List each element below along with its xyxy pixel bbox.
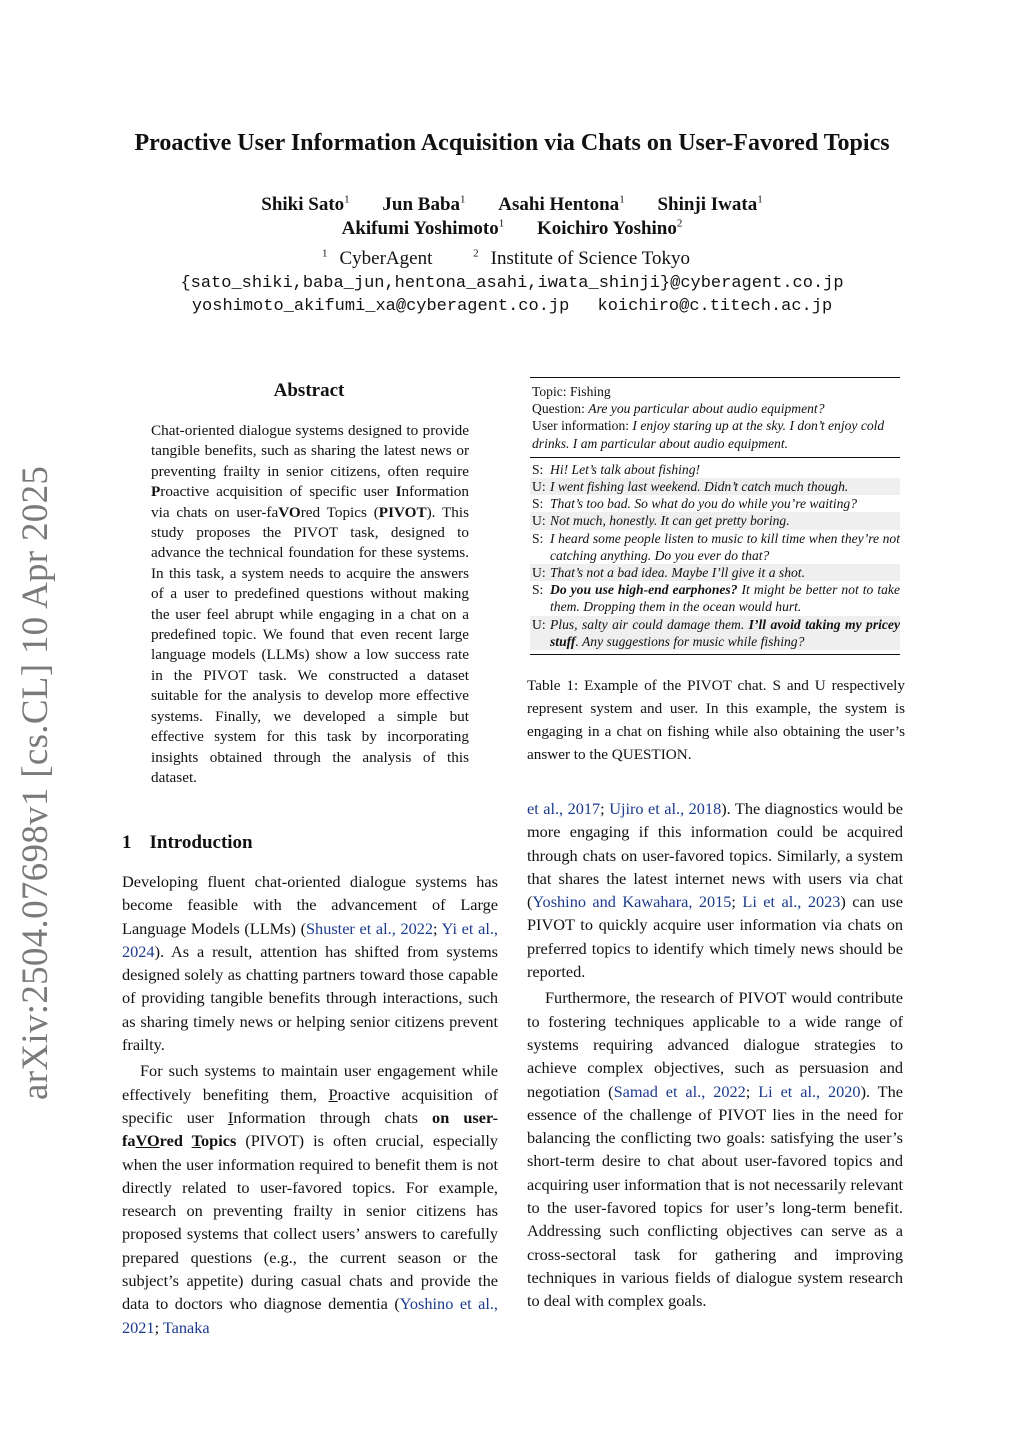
author-name-text: Asahi Hentona <box>498 194 620 216</box>
body-text: ; <box>731 892 743 912</box>
section-title: Introduction <box>149 832 253 853</box>
author-mark: 1 <box>619 194 625 206</box>
arxiv-side-stamp: arXiv:2504.07698v1 [cs.CL] 10 Apr 2025 <box>15 465 56 1100</box>
body-text: ; <box>433 918 442 938</box>
author-name <box>537 218 682 239</box>
body-text: ). As a result, attention has shifted from systems designed solely as chatting partners toward those capable of providing tangible benefits through interactions, such as sharing timely news or helping senior citizens prevent frailty. <box>122 941 498 1055</box>
table-topic <box>530 383 900 400</box>
body-text: Developing fluent chat-oriented dialogue systems has become feasible with the advancement of Large Language Models (LLMs) ( <box>122 872 498 938</box>
speaker-label: U: <box>532 513 546 529</box>
emphasis: red <box>159 1131 192 1151</box>
section-heading-introduction <box>122 832 253 854</box>
body-text: ). The diagnostics would be more engaging if this information could be acquired through chats on user-favored topics. Similarly, a system that shares the latest internet news with users via chat ( <box>527 799 903 912</box>
abstract-body <box>151 421 469 788</box>
citation-link[interactable]: Samad et al., 2022 <box>613 1081 746 1101</box>
affiliation <box>473 248 702 269</box>
dialogue-turn <box>530 530 900 564</box>
email-line-1: {sato_shiki,baba_jun,hentona_asahi,iwata_shinji}@cyberagent.co.jp <box>180 274 844 293</box>
author-name <box>342 218 505 239</box>
utterance: That’s too bad. So what do you do while you’re waiting? <box>550 496 857 512</box>
body-text: (PIVOT) is often crucial, especially when the user information required to benefit them is not directly related to user-favored topics. For example, research on preventing frailty in senior citizens has proposed systems that collect users’ answers to carefully prepared questions (e.g., the current season or the subject’s appetite) during casual chats and provide the data to doctors who diagnose dementia ( <box>122 1131 498 1314</box>
table-caption: Table 1: Example of the PIVOT chat. S and U respectively represent system and user. In this example, the system is engaging in a chat on fishing while also obtaining the user’s answer to the QUESTION. <box>527 677 905 763</box>
utterance: It might be better not to take them. Dropping them in the ocean would hurt. <box>550 582 900 615</box>
author-mark: 1 <box>344 194 350 206</box>
emphasis: on user-fa <box>122 1107 498 1151</box>
citation-link[interactable]: Yoshino and Kawahara, 2015 <box>532 892 732 912</box>
email-address: yoshimoto_akifumi_xa@cyberagent.co.jp <box>191 297 570 316</box>
table-rule <box>530 654 900 655</box>
email-address: koichiro@c.titech.ac.jp <box>597 297 833 316</box>
paragraph <box>527 797 903 983</box>
acronym-letter: T <box>191 1131 201 1151</box>
paragraph <box>122 870 498 1056</box>
author-mark: 1 <box>498 218 505 230</box>
body-text: For such systems to maintain user engagement while effectively benefiting them, <box>122 1061 498 1104</box>
abstract-heading: Abstract <box>273 380 345 401</box>
author-name-text: Jun Baba <box>382 194 461 216</box>
affiliation-mark: 2 <box>473 248 479 260</box>
table-user-information <box>530 417 900 451</box>
acronym-letter: P <box>151 483 161 501</box>
table-value: I enjoy staring up at the sky. I don’t enjoy cold drinks. I am particular about audio equipment. <box>532 418 885 451</box>
affiliation <box>322 248 444 269</box>
acronym-letter: VO <box>278 503 301 521</box>
dialogue-turn <box>530 461 900 478</box>
affiliation-name: CyberAgent <box>339 248 433 270</box>
abstract-text: ). This study proposes the PIVOT task, designed to advance the technical foundation for these systems. In this task, a system needs to acquire the answers of a user to predefined questions without making the user feel abrupt while engaging in a chat on a predefined topic. We found that even recent large language models (LLMs) show a low success rate in the PIVOT task. We constructed a dataset suitable for the analysis to develop more effective systems. Finally, we developed a simple but effective system for this task by incorporating insights obtained through the analysis of this dataset. <box>151 503 469 786</box>
citation-link[interactable]: Yi et al., 2024 <box>122 918 498 961</box>
speaker-label: U: <box>532 616 546 632</box>
paragraph <box>527 986 903 1312</box>
speaker-label: S: <box>532 530 544 546</box>
authors-line-2 <box>0 218 1024 240</box>
table-label: User information: <box>532 418 633 434</box>
acronym-letter: VO <box>135 1131 160 1151</box>
citation-link[interactable]: Shuster et al., 2022 <box>306 918 434 938</box>
acronym-letter: I <box>395 483 402 501</box>
utterance: Not much, honestly. It can get pretty boring. <box>550 513 790 529</box>
author-mark: 2 <box>676 218 683 230</box>
utterance: I went fishing last weekend. Didn’t catch much though. <box>550 479 849 495</box>
dialogue-turn <box>530 478 900 495</box>
paragraph <box>122 1059 498 1339</box>
speaker-label: U: <box>532 565 546 581</box>
abstract-text: Chat-oriented dialogue systems designed to provide tangible benefits, such as sharing the latest news or preventing frailty in senior citizens, often require <box>151 422 469 480</box>
table-question <box>530 400 900 417</box>
author-mark: 1 <box>460 194 466 206</box>
affiliation-mark: 1 <box>322 248 328 260</box>
table-value: Fishing <box>569 384 611 399</box>
dialogue-turn <box>530 512 900 529</box>
body-text: ; <box>600 799 610 818</box>
email-line-2 <box>0 297 1024 316</box>
dialogue-turn <box>530 581 900 615</box>
abstract-text: red Topics ( <box>300 503 379 521</box>
utterance: . Any suggestions for music while fishing? <box>575 633 805 649</box>
acronym: PIVOT <box>378 503 427 521</box>
author-name-text: Shinji Iwata <box>657 194 758 216</box>
table-label: Topic: <box>532 384 570 399</box>
citation-link[interactable]: Li et al., 2023 <box>742 892 841 912</box>
dialogue-turn <box>530 564 900 581</box>
authors-line-1 <box>0 194 1024 216</box>
author-name-text: Akifumi Yoshimoto <box>341 218 499 240</box>
example-table <box>530 377 900 655</box>
author-name <box>498 194 624 215</box>
table-rule <box>530 377 900 378</box>
table-label: Question: <box>532 401 589 417</box>
utterance: Hi! Let’s talk about fishing! <box>550 461 701 477</box>
utterance: Plus, salty air could damage them. <box>550 616 749 632</box>
emphasis: opics <box>201 1131 237 1151</box>
body-text: Furthermore, the research of PIVOT would contribute to fostering techniques applicable to a wide range of systems requiring advanced dialogue strategies to achieve complex objectives, such as persuasion and negotiation ( <box>527 988 903 1101</box>
section-number: 1 <box>122 832 132 853</box>
dialogue-turn <box>530 616 900 650</box>
utterance: That’s not a bad idea. Maybe I’ll give it a shot. <box>550 565 805 581</box>
author-mark: 1 <box>757 194 763 206</box>
body-text: ). The essence of the challenge of PIVOT lies in the need for balancing the conflicting two goals: satisfying the user’s short-term desire to chat about user-favored topics and acquiring user information that is not necessarily relevant to the user-favored topics for user’s long-term benefit. Addressing such conflicting objectives can serve as a cross-sectoral task for gathering and improving techniques in various fields of dialogue system research to deal with complex goals. <box>527 1081 903 1311</box>
author-name-text: Shiki Sato <box>261 194 345 216</box>
author-name <box>382 194 465 215</box>
speaker-label: S: <box>532 496 544 512</box>
speaker-label: S: <box>532 461 544 477</box>
speaker-label: U: <box>532 479 546 495</box>
author-name-text: Koichiro Yoshino <box>536 218 677 240</box>
body-text: roactive acquisition of specific user <box>122 1084 499 1127</box>
highlighted-utterance: I’ll avoid taking my pricey stuff <box>550 616 900 649</box>
body-text: ; <box>154 1317 163 1337</box>
author-name <box>261 194 349 215</box>
affiliations <box>0 248 1024 270</box>
dialogue-turn <box>530 495 900 512</box>
highlighted-utterance: Do you use high-end earphones? <box>550 582 738 598</box>
right-column-body <box>527 797 903 1313</box>
citation-link[interactable]: et al., 2017 <box>527 799 601 818</box>
citation-link[interactable]: Yoshino et al., 2021 <box>122 1294 498 1337</box>
acronym-letter: I <box>227 1107 234 1127</box>
body-text: nformation through chats <box>233 1107 433 1127</box>
citation-link[interactable]: Ujiro et al., 2018 <box>609 799 722 818</box>
acronym-letter: P <box>328 1084 338 1104</box>
abstract-text: roactive acquisition of specific user <box>160 483 396 501</box>
body-text: ) can use PIVOT to quickly acquire user information via chats on preferred topics to identify which timely news should be reported. <box>527 892 903 982</box>
left-column-body <box>122 870 498 1339</box>
body-text: ; <box>745 1081 759 1101</box>
author-name <box>657 194 762 215</box>
affiliation-name: Institute of Science Tokyo <box>490 248 690 270</box>
table-value: Are you particular about audio equipment? <box>588 401 825 417</box>
table-rule <box>530 457 900 458</box>
citation-link[interactable]: Tanaka <box>162 1317 210 1337</box>
citation-link[interactable]: Li et al., 2020 <box>758 1081 861 1101</box>
abstract-text: nformation via chats on user-fa <box>151 483 469 521</box>
speaker-label: S: <box>532 582 544 598</box>
utterance: I heard some people listen to music to kill time when they’re not catching anything. Do you ever do that? <box>550 530 900 563</box>
paper-title: Proactive User Information Acquisition via Chats on User-Favored Topics <box>134 130 890 156</box>
